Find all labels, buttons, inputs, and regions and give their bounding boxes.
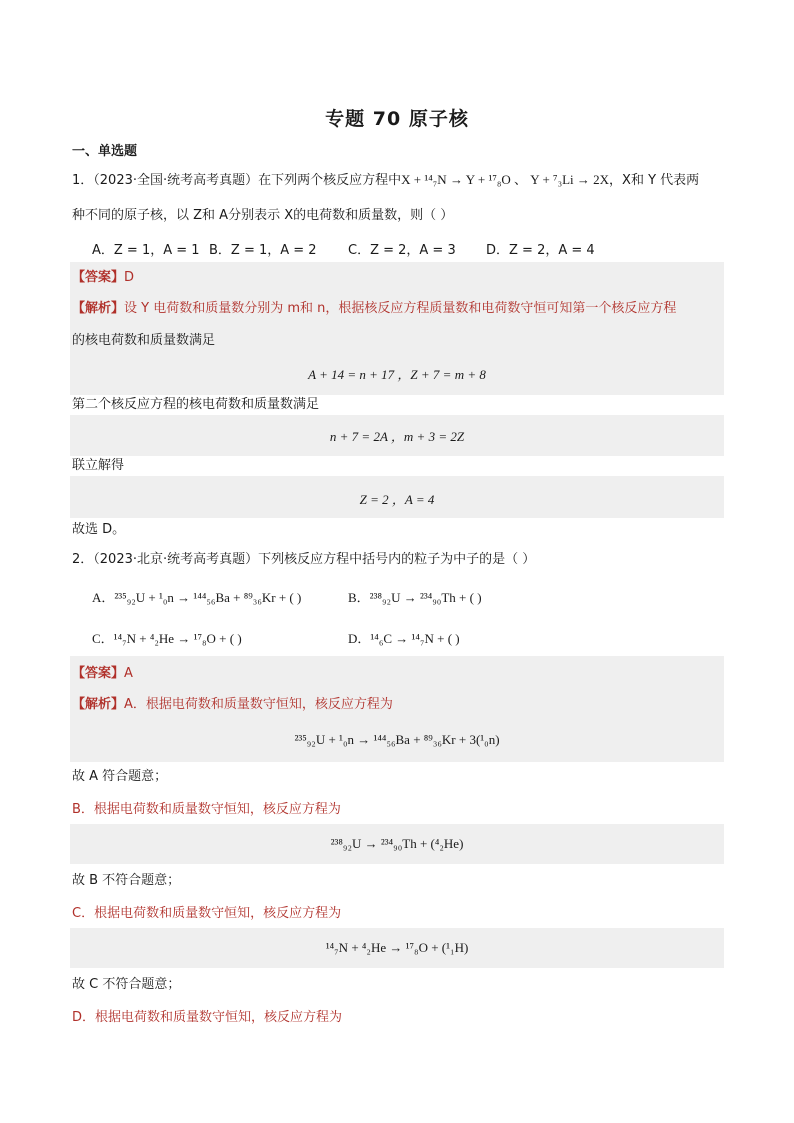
section-heading: 一、单选题	[72, 144, 138, 159]
q1-stem-line1	[72, 170, 699, 191]
answer-value: D	[124, 270, 135, 285]
q2-option-b: B．²³⁸₉₂U → ²³⁴₉₀Th + ( )	[348, 590, 482, 605]
q2-option-c: C．¹⁴₇N + ⁴₂He → ¹⁷₈O + ( )	[92, 631, 242, 646]
answer-tag: 【答案】	[72, 666, 125, 681]
q1-option-b: B．Z = 1，A = 2	[209, 243, 317, 258]
analysis-text: A．根据电荷数和质量数守恒知，核反应方程为	[124, 697, 393, 712]
q1-stem-line2: 种不同的原子核，以 Z和 A分别表示 X的电荷数和质量数，则（ ）	[72, 208, 454, 223]
q1-equation-c: Z = 2 ，A = 4	[359, 492, 435, 507]
q2-equation-b: ²³⁸₉₂U → ²³⁴₉₀Th + (⁴₂He)	[330, 836, 464, 851]
analysis-tag: 【解析】	[72, 697, 125, 712]
q2-analysis-c: C．根据电荷数和质量数守恒知，核反应方程为	[72, 906, 342, 921]
q2-analysis-b: B．根据电荷数和质量数守恒知，核反应方程为	[72, 802, 341, 817]
q1-equation-a: A + 14 = n + 17 ，Z + 7 = m + 8	[308, 367, 486, 382]
q2-option-a: A．²³⁵₉₂U + ¹₀n → ¹⁴⁴₅₆Ba + ⁸⁹₃₆Kr + ( )	[92, 590, 302, 605]
q1-conclusion: 故选 D。	[72, 522, 126, 537]
q2-conclusion-b: 故 B 不符合题意；	[72, 873, 181, 888]
answer-tag: 【答案】	[72, 270, 125, 285]
analysis-text: 设 Y 电荷数和质量数分别为 m和 n，根据核反应方程质量数和电荷数守恒可知第一个核反应方程	[124, 301, 677, 316]
q1-line3: 第二个核反应方程的核电荷数和质量数满足	[70, 395, 726, 415]
q1-option-c: C．Z = 2，A = 3	[348, 243, 456, 258]
q1-analysis-line2: 的核电荷数和质量数满足	[72, 333, 216, 348]
q2-option-d: D．¹⁴₆C → ¹⁴₇N + ( )	[348, 631, 460, 646]
q2-conclusion-c: 故 C 不符合题意；	[72, 977, 181, 992]
q2-stem: 2．（2023·北京·统考高考真题）下列核反应方程中括号内的粒子为中子的是（ ）	[72, 552, 536, 567]
q1-stem-prefix: 1．（2023·全国·统考高考真题）在下列两个核反应方程中	[72, 173, 402, 188]
q2-answer	[72, 664, 133, 684]
q2-conclusion-a: 故 A 符合题意；	[72, 769, 168, 784]
page-title: 专题 70 原子核	[325, 108, 469, 130]
answer-value: A	[124, 666, 133, 681]
q2-analysis-a	[72, 695, 393, 715]
q1-equation-b: n + 7 = 2A ，m + 3 = 2Z	[329, 429, 465, 444]
q1-option-a: A．Z = 1，A = 1	[92, 243, 200, 258]
q1-line4: 联立解得	[70, 456, 726, 476]
q2-analysis-d: D．根据电荷数和质量数守恒知，核反应方程为	[72, 1010, 343, 1025]
analysis-tag: 【解析】	[72, 301, 125, 316]
q2-equation-a: ²³⁵₉₂U + ¹₀n → ¹⁴⁴₅₆Ba + ⁸⁹₃₆Kr + 3(¹₀n)	[294, 732, 500, 747]
q2-equation-c: ¹⁴₇N + ⁴₂He → ¹⁷₈O + (¹₁H)	[325, 940, 469, 955]
q1-answer	[72, 268, 134, 288]
q1-stem-suffix: ，X和 Y 代表两	[609, 173, 700, 188]
q1-option-d: D．Z = 2，A = 4	[486, 243, 595, 258]
q1-analysis-line1	[72, 299, 676, 319]
q1-equation: X + ¹⁴₇N → Y + ¹⁷₈O 、 Y + ⁷₃Li → 2X	[401, 172, 610, 187]
